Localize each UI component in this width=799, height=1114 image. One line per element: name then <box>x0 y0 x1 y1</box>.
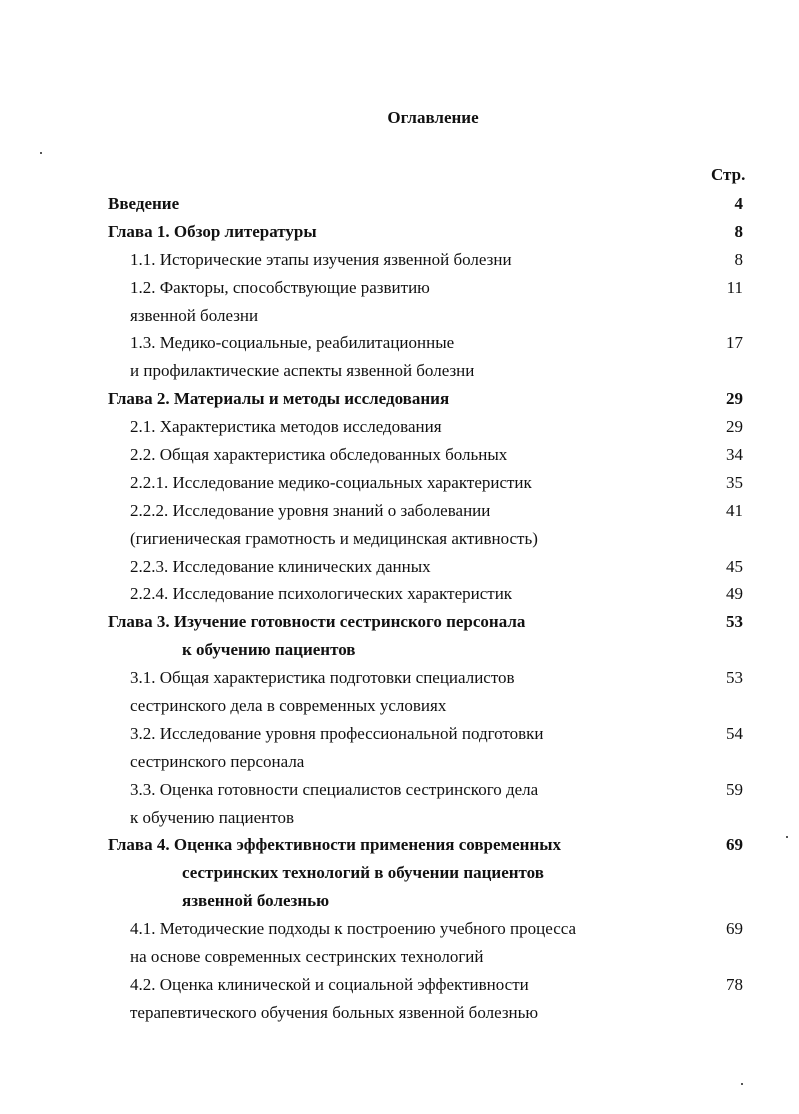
toc-section-row <box>0 999 799 1027</box>
toc-section-row <box>0 441 799 469</box>
toc-page-number: 29 <box>726 389 743 409</box>
toc-section-row <box>0 469 799 497</box>
toc-entry-text: 3.1. Общая характеристика подготовки специалистов <box>130 668 515 688</box>
toc-section-row <box>0 748 799 776</box>
toc-section-row <box>0 943 799 971</box>
toc-entry-text: 2.2.1. Исследование медико-социальных характеристик <box>130 472 532 492</box>
toc-entry-text: к обучению пациентов <box>182 640 356 660</box>
scan-speck <box>40 152 42 154</box>
toc-entry-text: 1.1. Исторические этапы изучения язвенной болезни <box>130 249 512 269</box>
toc-page-number: 4 <box>734 194 743 213</box>
scan-speck <box>786 836 788 838</box>
toc-entry-text: 2.1. Характеристика методов исследования <box>130 417 442 437</box>
toc-entry-text: 4.1. Методические подходы к построению учебного процесса <box>130 919 577 939</box>
toc-title: Оглавление <box>387 108 479 127</box>
toc-entry-text: (гигиеническая грамотность и медицинская активность) <box>130 528 538 548</box>
toc-section-row <box>0 329 799 357</box>
table-of-contents <box>0 190 799 1027</box>
toc-entry-text: и профилактические аспекты язвенной болезни <box>130 361 475 381</box>
page-column-label: Стр. <box>711 165 746 184</box>
toc-entry-text: Глава 1. Обзор литературы <box>108 221 317 241</box>
toc-page-number: 34 <box>726 445 743 465</box>
toc-entry-text: 4.2. Оценка клинической и социальной эффективности <box>130 974 529 994</box>
toc-chapter-row <box>0 608 799 636</box>
toc-page-number: 59 <box>726 779 743 799</box>
toc-section-row <box>0 357 799 385</box>
toc-section-row <box>0 497 799 525</box>
toc-page-number: 45 <box>726 556 743 576</box>
toc-page-number: 8 <box>734 249 743 269</box>
toc-entry-text: 1.2. Факторы, способствующие развитию <box>130 277 430 297</box>
toc-entry-text: 2.2.4. Исследование психологических характеристик <box>130 584 513 604</box>
toc-entry-text: на основе современных сестринских технологий <box>130 947 484 967</box>
toc-entry-text: Глава 3. Изучение готовности сестринского персонала <box>108 612 526 632</box>
toc-section-row <box>0 692 799 720</box>
toc-section-row <box>0 580 799 608</box>
toc-page-number: 35 <box>726 472 743 492</box>
toc-section-row <box>0 804 799 832</box>
toc-entry-text: сестринского персонала <box>130 751 305 771</box>
toc-entry-text: 2.2.3. Исследование клинических данных <box>130 556 431 576</box>
toc-entry-text: 3.2. Исследование уровня профессиональной подготовки <box>130 723 544 743</box>
toc-section-row <box>0 413 799 441</box>
toc-entry-text: сестринского дела в современных условиях <box>130 696 447 716</box>
toc-page-number: 69 <box>726 919 743 939</box>
toc-entry-text: Глава 4. Оценка эффективности применения современных <box>108 835 562 855</box>
toc-entry-text: 1.3. Медико-социальные, реабилитационные <box>130 333 455 353</box>
toc-page-number: 69 <box>726 835 743 855</box>
toc-page-number: 29 <box>726 417 743 437</box>
toc-entry-text: язвенной болезнью <box>182 891 330 911</box>
toc-section-row <box>0 274 799 302</box>
toc-section-row <box>0 664 799 692</box>
toc-chapter-row <box>0 859 799 887</box>
toc-entry-text: к обучению пациентов <box>130 807 294 827</box>
toc-section-row <box>0 971 799 999</box>
toc-entry-text: 3.3. Оценка готовности специалистов сестринского дела <box>130 779 539 799</box>
toc-page-number: 53 <box>726 612 743 632</box>
toc-entry-text: язвенной болезни <box>130 305 259 325</box>
toc-page-number: 54 <box>726 723 743 743</box>
toc-entry-text: Глава 2. Материалы и методы исследования <box>108 389 450 409</box>
toc-page-number: 41 <box>726 500 743 520</box>
toc-entry-text: 2.2.2. Исследование уровня знаний о заболевании <box>130 500 491 520</box>
toc-section-row <box>0 776 799 804</box>
toc-section-row <box>0 720 799 748</box>
toc-entry-text: терапевтического обучения больных язвенной болезнью <box>130 1002 539 1022</box>
toc-chapter-row <box>0 831 799 859</box>
toc-section-row <box>0 553 799 581</box>
toc-entry-text: сестринских технологий в обучении пациентов <box>182 863 544 883</box>
toc-chapter-row <box>0 887 799 915</box>
toc-chapter-row <box>0 385 799 413</box>
toc-page-number: 53 <box>726 668 743 688</box>
toc-chapter-row <box>0 636 799 664</box>
scan-speck <box>741 1083 743 1085</box>
toc-page-number: 8 <box>734 221 743 241</box>
toc-entry-text: Введение <box>108 194 180 213</box>
toc-page-number: 11 <box>726 277 743 297</box>
toc-section-row <box>0 915 799 943</box>
toc-chapter-row <box>0 218 799 246</box>
toc-entry-text: 2.2. Общая характеристика обследованных больных <box>130 445 508 465</box>
toc-chapter-row <box>0 190 799 218</box>
toc-section-row <box>0 525 799 553</box>
toc-section-row <box>0 302 799 330</box>
toc-page-number: 49 <box>726 584 743 604</box>
toc-page-number: 17 <box>726 333 743 353</box>
toc-section-row <box>0 246 799 274</box>
toc-page-number: 78 <box>726 974 743 994</box>
